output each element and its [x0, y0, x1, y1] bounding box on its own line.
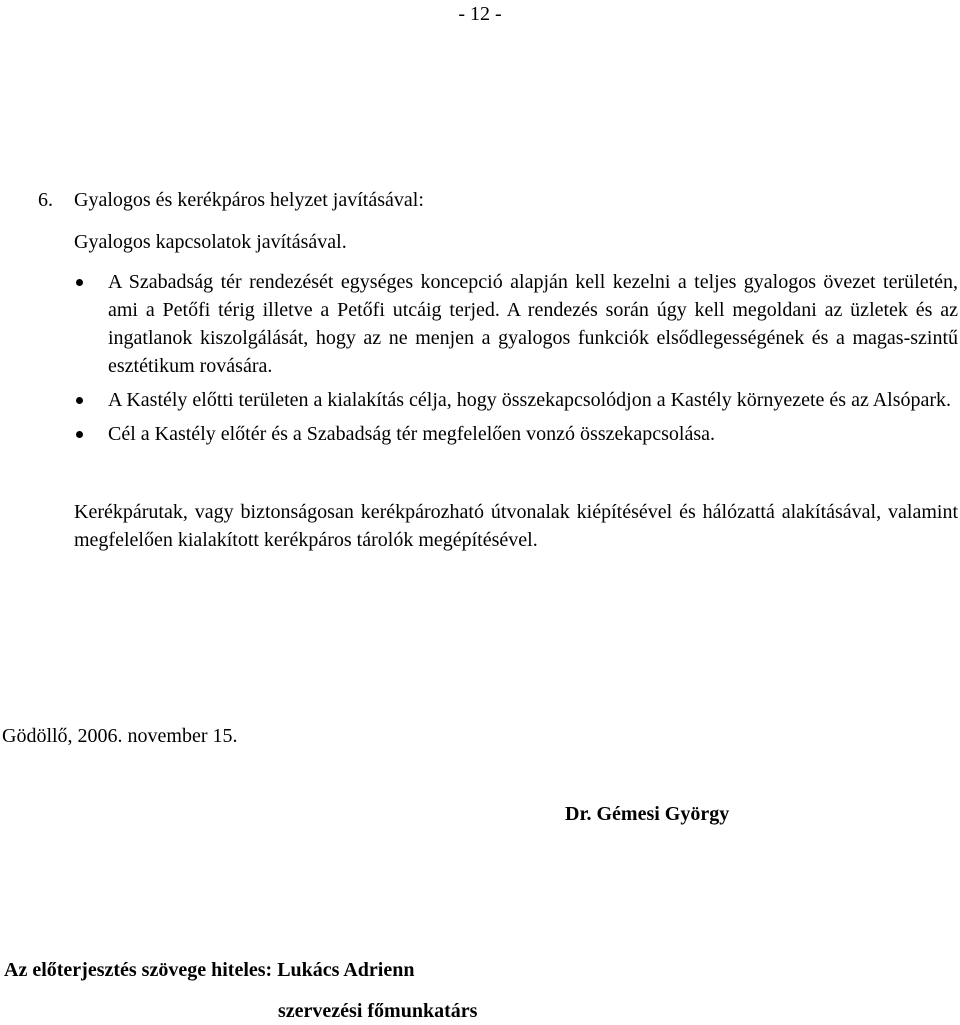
list-item-text: A Szabadság tér rendezését egységes koncepció alapján kell kezelni a teljes gyalogos övezet területén, ami a Petőfi térig illetve a Petőfi utcáig terjed. A rendezés során úgy kell megoldani az üzletek és az ingatlanok kiszolgálását, hogy az ne menjen a gyalogos funkciók elsődlegességének és a magas-szintű esztétikum rovására. — [108, 271, 958, 377]
list-item — [74, 386, 958, 414]
bullet-icon — [76, 397, 83, 404]
authenticator-title: szervezési főmunkatárs — [278, 1000, 478, 1022]
cycling-paragraph: Kerékpárutak, vagy biztonságosan kerékpározható útvonalak kiépítésével és hálózattá alakításával, valamint megfelelően kialakított kerékpáros tárolók megépítésével. — [74, 501, 958, 551]
list-item — [74, 420, 958, 448]
place-date: Gödöllő, 2006. november 15. — [2, 725, 238, 747]
page-number: - 12 - — [458, 3, 502, 25]
authentication-note: Az előterjesztés szövege hiteles: Lukács Adrienn — [4, 959, 415, 981]
section-number: 6. — [38, 189, 53, 211]
subheading: Gyalogos kapcsolatok javításával. — [74, 231, 347, 253]
bullet-icon — [76, 279, 83, 286]
list-item — [74, 268, 958, 380]
list-item-text: Cél a Kastély előtér és a Szabadság tér megfelelően vonzó összekapcsolása. — [108, 423, 715, 445]
section-title: Gyalogos és kerékpáros helyzet javításával: — [74, 189, 424, 211]
section-heading — [38, 186, 424, 214]
bullet-list — [74, 268, 958, 454]
bullet-icon — [76, 431, 83, 438]
list-item-text: A Kastély előtti területen a kialakítás célja, hogy összekapcsolódjon a Kastély környezete és az Alsópark. — [108, 389, 952, 411]
signatory-name: Dr. Gémesi György — [565, 803, 730, 825]
